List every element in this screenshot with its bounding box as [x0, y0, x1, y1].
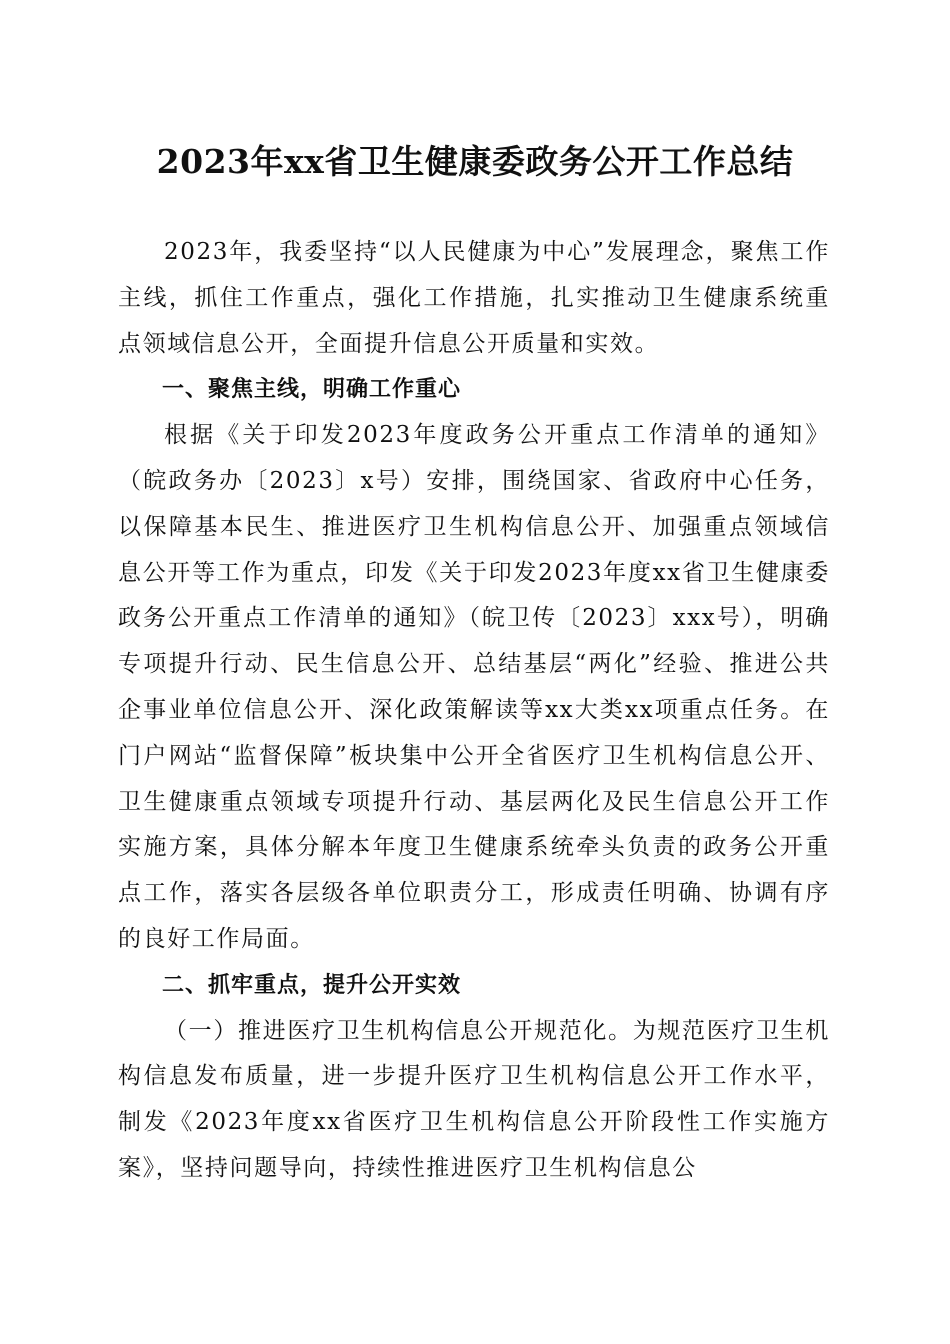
subsection-1-text: 为规范医疗卫生机构信息发布质量，进一步提升医疗卫生机构信息公开工作水平，制发《2023年度xx省医疗卫生机构信息公开阶段性工作实施方案》，坚持问题导向，持续性推进医疗卫生机构信息公 [118, 1017, 830, 1181]
intro-paragraph: 2023年，我委坚持“以人民健康为中心”发展理念，聚焦工作主线，抓住工作重点，强化工作措施，扎实推动卫生健康系统重点领域信息公开，全面提升信息公开质量和实效。 [118, 239, 830, 357]
subsection-1-lead: （一）推进医疗卫生机构信息公开规范化。 [164, 1017, 633, 1044]
section-2-subsection-1 [118, 1009, 830, 1192]
document-body [118, 230, 830, 1192]
section-2-heading: 二、抓牢重点，提升公开实效 [162, 972, 462, 998]
document-title: 2023年xx省卫生健康委政务公开工作总结 [156, 142, 794, 181]
section-1-paragraph: 根据《关于印发2023年度政务公开重点工作清单的通知》（皖政务办〔2023〕x号）安排，围绕国家、省政府中心任务，以保障基本民生、推进医疗卫生机构信息公开、加强重点领域信息公开等工作为重点，印发《关于印发2023年度xx省卫生健康委政务公开重点工作清单的通知》（皖卫传〔2023〕xxx号），明确专项提升行动、民生信息公开、总结基层“两化”经验、推进公共企事业单位信息公开、深化政策解读等xx大类xx项重点任务。在门户网站“监督保障”板块集中公开全省医疗卫生机构信息公开、卫生健康重点领域专项提升行动、基层两化及民生信息公开工作实施方案，具体分解本年度卫生健康系统牵头负责的政务公开重点工作，落实各层级各单位职责分工，形成责任明确、协调有序的良好工作局面。 [118, 422, 830, 952]
section-1-heading: 一、聚焦主线，明确工作重心 [162, 377, 462, 403]
